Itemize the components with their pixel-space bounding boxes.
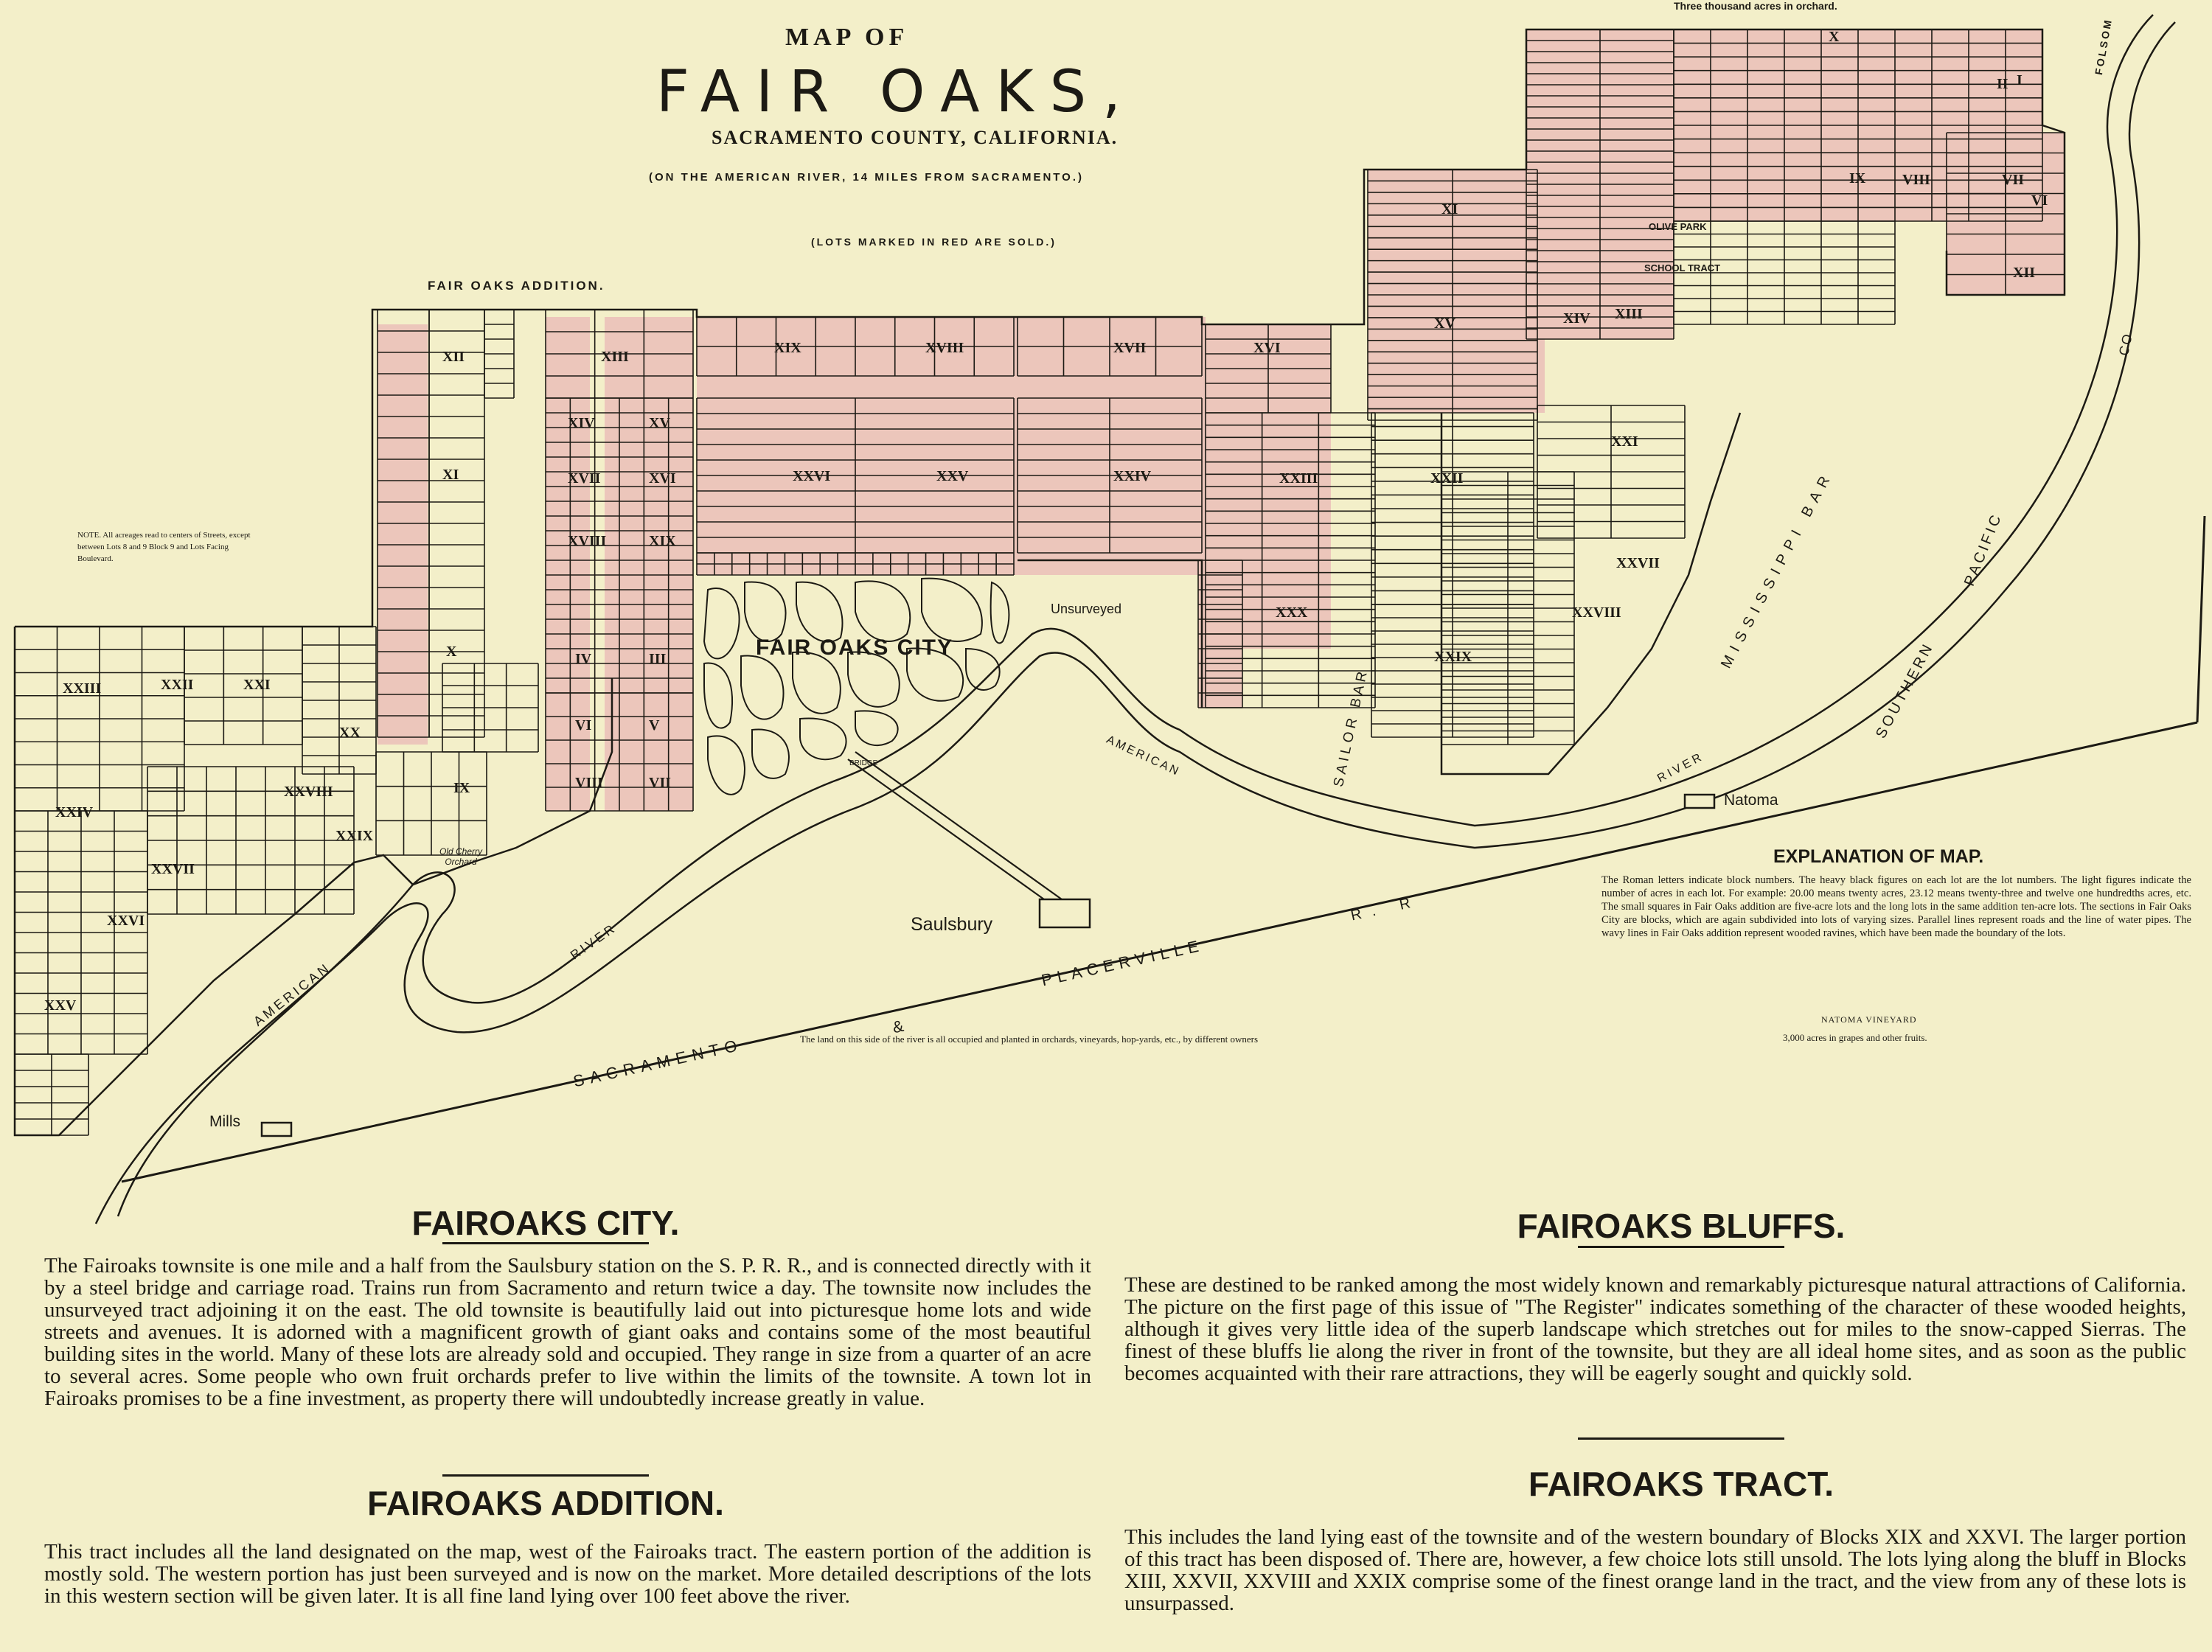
block-number-label: I <box>2017 72 2023 88</box>
sacramento-label: SACRAMENTO <box>571 1035 745 1091</box>
addition-top-rule <box>442 1474 649 1477</box>
block-number-label: XVIII <box>925 340 964 356</box>
block-number-label: XXI <box>243 677 271 693</box>
block-number-label: V <box>649 717 660 733</box>
rr-label: R. R <box>1349 893 1422 924</box>
fairoaks-bluffs-text: These are destined to be ranked among the most widely known and remarkably picturesque natural attractions of California. The picture on the first page of this issue of "The Register" indicates something of the character of these wooded heights, although it gives very little idea of the superb landscape which stretches out for miles to the snow-capped Sierras. The finest of these bluffs lie along the river in front of the townsite, but they are all ideal home sites, and as soon as the public becomes acquainted with their rare attractions, they will be eagerly sought and quickly sold. <box>1124 1273 2186 1385</box>
american-river-east-label: AMERICAN <box>1104 733 1183 779</box>
olive-park-label: OLIVE PARK <box>1649 221 1707 232</box>
co-label: CO <box>2116 331 2136 358</box>
southern-label: SOUTHERN <box>1873 639 1938 742</box>
block-number-label: XX <box>339 725 361 741</box>
block-number-label: XII <box>442 349 465 365</box>
block-number-label: VII <box>649 775 672 791</box>
block-number-label: XXIII <box>63 680 102 697</box>
block-number-label: VI <box>575 717 592 733</box>
sold-area-block-xvii-viii <box>546 317 590 811</box>
block-number-label: XXII <box>161 677 194 693</box>
fair-oaks-city-label: FAIR OAKS CITY <box>756 635 954 660</box>
block-number-label: XVI <box>649 470 676 487</box>
sailor-bar-label: SAILOR BAR <box>1331 666 1371 789</box>
orchard-note: Three thousand acres in orchard. <box>1674 0 1837 12</box>
sold-lots-layer <box>378 29 2065 811</box>
sold-area-block-iii-vii <box>605 317 693 811</box>
mills-station <box>262 1123 291 1136</box>
block-number-label: XI <box>442 467 459 483</box>
unsurveyed-label: Unsurveyed <box>1051 602 1122 616</box>
block-number-label: XXVIII <box>1572 604 1621 621</box>
sold-area-block-xxx <box>1198 575 1242 708</box>
block-number-label: XXVII <box>1616 555 1660 571</box>
natoma-acres-label: 3,000 acres in grapes and other fruits. <box>1783 1032 1927 1043</box>
river-east-label: RIVER <box>1655 750 1706 786</box>
block-number-label: XXX <box>1276 604 1308 621</box>
american-river-west-label: AMERICAN <box>251 959 334 1029</box>
block-number-label: XVII <box>568 470 601 487</box>
city-block <box>704 588 740 658</box>
block-number-label: XXIV <box>55 804 94 820</box>
city-block <box>855 711 898 745</box>
block-number-label: XIII <box>601 349 629 365</box>
fairoaks-bluffs-heading: FAIROAKS BLUFFS. <box>1517 1207 1846 1245</box>
other-side-note: The land on this side of the river is all occupied and planted in orchards, vineyards, hop-yards, etc., by different owners <box>800 1034 1259 1045</box>
block-number-label: XIV <box>1563 310 1590 327</box>
block-number-label: III <box>649 651 667 667</box>
city-block <box>793 652 841 714</box>
block-number-label: XXV <box>44 997 77 1014</box>
fair-oaks-addition-label: FAIR OAKS ADDITION. <box>428 279 605 293</box>
block-number-label: XXVI <box>107 913 145 929</box>
block-number-label: VIII <box>1902 172 1930 188</box>
fairoaks-tract-heading: FAIROAKS TRACT. <box>1528 1465 1834 1503</box>
explanation-text: The Roman letters indicate block numbers. The heavy black figures on each lot are the lot numbers. The light figures indicate the number of acres in each lot. For example: 20.00 means twenty acres, 23.12 means twenty-three and twelve one hundredths acres, etc. The small squares in Fair Oaks addition are five-acre lots and the long lots in the same addition ten-acre lots. The sections in Fair Oaks City are blocks, which are again subdivided into lots of varying sizes. Parallel lines represent roads and the line of water pipes. The wavy lines in Fair Oaks addition represent wooded ravines, which have been made the boundary of the lots. <box>1601 874 2191 939</box>
block-number-label: XXIX <box>335 828 374 844</box>
mills-label: Mills <box>209 1113 240 1130</box>
city-block <box>922 579 982 641</box>
folsom-label: FOLSOM <box>2093 17 2115 76</box>
block-number-label: IV <box>575 651 592 667</box>
block-number-label: XI <box>1441 201 1458 217</box>
old-cherry-orchard-label: Old Cherry Orchard <box>439 846 482 867</box>
block-number-label: XXIV <box>1113 468 1152 484</box>
bridge-road <box>848 752 1062 907</box>
natoma-label: Natoma <box>1724 792 1778 809</box>
placerville-label: PLACERVILLE <box>1040 935 1206 990</box>
ampersand-label: & <box>891 1016 905 1037</box>
river-west-label: RIVER <box>568 920 619 963</box>
river-note: (ON THE AMERICAN RIVER, 14 MILES FROM SACRAMENTO.) <box>649 171 1085 184</box>
block-number-label: VI <box>2031 192 2048 209</box>
block-number-label: X <box>1829 29 1840 45</box>
bluffs-heading-rule <box>1578 1246 1784 1248</box>
explanation-heading: EXPLANATION OF MAP. <box>1773 846 1984 867</box>
block-number-label: XII <box>2013 265 2036 281</box>
block-number-label: XV <box>1434 316 1455 332</box>
map-of-label: MAP OF <box>785 24 909 51</box>
block-number-label: XXIII <box>1279 470 1318 487</box>
city-block <box>704 663 732 728</box>
block-number-label: XVIII <box>568 533 607 549</box>
block-number-label: IX <box>1849 170 1866 187</box>
block-number-label: XXVIII <box>284 784 333 800</box>
block-number-label: XXVI <box>793 468 831 484</box>
block-number-label: XV <box>649 415 670 431</box>
city-heading-rule <box>442 1242 649 1244</box>
map-title: FAIR OAKS, <box>656 59 1137 125</box>
sold-area-block-xi <box>378 324 428 745</box>
county-label: SACRAMENTO COUNTY, CALIFORNIA. <box>712 127 1119 148</box>
city-block <box>741 656 784 719</box>
block-number-label: XXVII <box>151 861 195 877</box>
city-block <box>855 581 910 641</box>
block-number-label: XIX <box>649 533 676 549</box>
saulsbury-station <box>1040 899 1090 927</box>
city-block <box>796 582 843 642</box>
block-number-label: XIX <box>774 340 801 356</box>
block-number-label: XXV <box>936 468 969 484</box>
lots-note: (LOTS MARKED IN RED ARE SOLD.) <box>811 236 1057 248</box>
saulsbury-label: Saulsbury <box>911 914 993 935</box>
natoma-vineyard-label: NATOMA VINEYARD <box>1821 1014 1917 1025</box>
city-block <box>708 736 745 794</box>
city-block <box>745 582 786 641</box>
pacific-label: PACIFIC <box>1961 510 2006 589</box>
block-number-label: XVI <box>1253 340 1281 356</box>
fairoaks-tract-text: This includes the land lying east of the townsite and of the western boundary of Blocks XIX and XXVI. The larger portion of this tract has been disposed of. There are, however, a few choice lots still unsold. The lots lying along the bluff in Blocks XIII, XXVII, XXVIII and XXIX comprise some of the finest orange land in the tract, and the view from any of these lots is unsurpassed. <box>1124 1525 2186 1615</box>
fairoaks-city-heading: FAIROAKS CITY. <box>411 1204 680 1242</box>
block-number-label: II <box>1997 76 2008 92</box>
bridge-label: BRIDGE <box>849 759 878 767</box>
mississippi-bar-label: MISSISSIPPI BAR <box>1718 467 1837 672</box>
block-number-label: XIV <box>568 415 595 431</box>
block-number-label: XIII <box>1615 306 1643 322</box>
city-block <box>991 582 1009 643</box>
natoma-station <box>1685 795 1714 808</box>
fairoaks-addition-heading: FAIROAKS ADDITION. <box>367 1484 724 1522</box>
block-number-label: XXII <box>1430 470 1464 487</box>
tract-top-rule <box>1578 1437 1784 1440</box>
acreage-note: NOTE. All acreages read to centers of Streets, except between Lots 8 and 9 Block 9 and Lots Facing Boulevard. <box>77 531 251 563</box>
block-number-label: XXI <box>1611 433 1638 450</box>
fairoaks-addition-text: This tract includes all the land designated on the map, west of the Fairoaks tract. The eastern portion of the addition is mostly sold. The western portion has just been surveyed and is now on the market. More detailed descriptions of the lots in this western section will be given later. It is all fine land lying over 100 feet above the river. <box>44 1540 1091 1608</box>
block-number-label: XXIX <box>1434 649 1472 665</box>
block-number-label: X <box>446 644 457 660</box>
block-number-label: XVII <box>1113 340 1147 356</box>
city-block <box>752 729 789 778</box>
block-number-label: VIII <box>575 775 603 791</box>
fairoaks-city-text: The Fairoaks townsite is one mile and a half from the Saulsbury station on the S. P. R. R., and is connected directly with it by a steel bridge and carriage road. Trains run from Sacramento and return twice a day. The townsite now includes the unsurveyed tract adjoining it on the east. The old townsite is beautifully laid out into picturesque home lots and wide streets and avenues. It is adorned with a magnificent growth of giant oaks and contains some of the most beautiful building sites in the world. Many of these lots are already sold and occupied. They range in size from a quarter of an acre to several acres. Some people who own fruit orchards prefer to live within the limits of the townsite. A town lot in Fairoaks promises to be a fine investment, as property there will undoubtedly increase greatly in value. <box>44 1254 1091 1410</box>
school-tract-label: SCHOOL TRACT <box>1644 262 1721 273</box>
city-block <box>800 718 846 759</box>
block-number-label: VII <box>2002 172 2025 188</box>
block-number-label: IX <box>453 780 470 796</box>
